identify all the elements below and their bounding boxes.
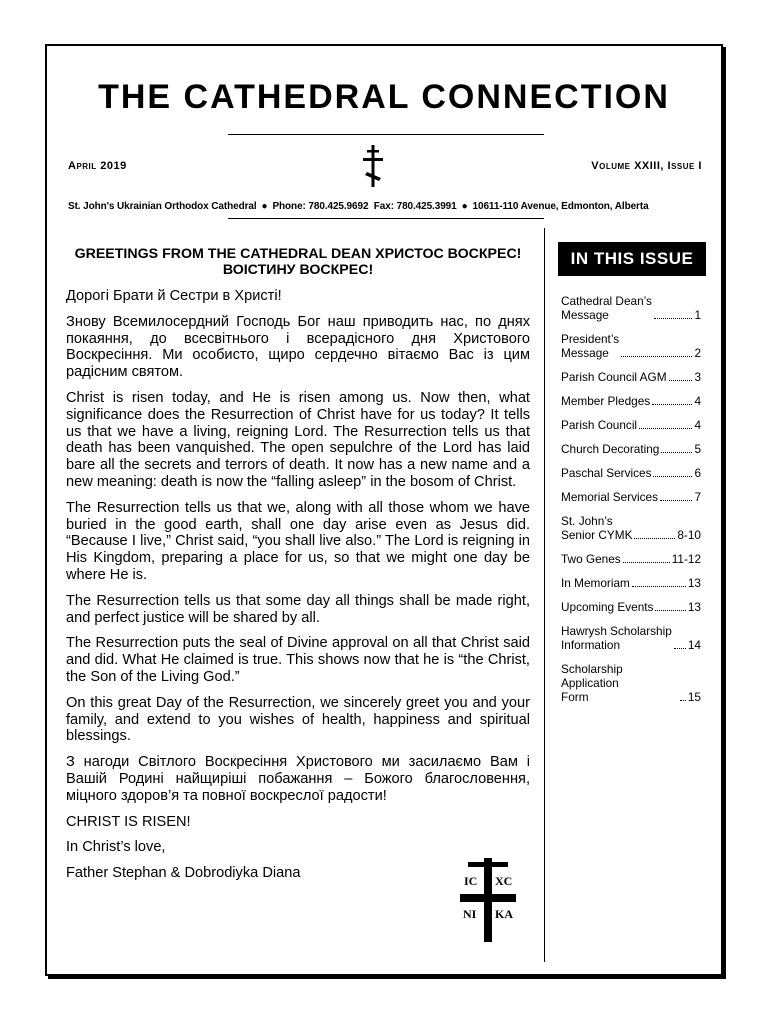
article-paragraph: The Resurrection tells us that we, along with all those whom we have buried in the good earth, shall one day arise even as Jesus did. “Because I live,” Christ said, “you shall live also.” The Lord is reigning in His Kingdom, preparing a place for us, so that we might one day be where He is. bbox=[66, 499, 530, 583]
toc-label: Church Decorating bbox=[561, 442, 660, 456]
toc-label: Memorial Services bbox=[561, 490, 659, 504]
article-paragraph: On this great Day of the Resurrection, we sincerely greet you and your family, and extend to you wishes of health, happiness and spiritual blessings. bbox=[66, 694, 530, 745]
toc-item[interactable] bbox=[561, 394, 701, 408]
toc-item[interactable] bbox=[561, 370, 701, 384]
dot-leader bbox=[632, 586, 686, 587]
dot-leader bbox=[621, 356, 692, 357]
toc-label: Paschal Services bbox=[561, 466, 652, 480]
article-paragraph: The Resurrection puts the seal of Divine approval on all that Christ said and did. What He claimed is true. This shows now that he is “the Christ, the Son of the Living God.” bbox=[66, 635, 530, 685]
toc-page: 2 bbox=[694, 346, 701, 360]
toc-page: 14 bbox=[687, 638, 701, 652]
toc-page: 4 bbox=[694, 418, 701, 432]
article-paragraph: Christ is risen today, and He is risen among us. Now then, what significance does the Resurrection of Christ have for us today? It tells us that we have a living, reigning Lord. The Resurrection tells us that death has been vanquished. The open sepulchre of the Lord has laid bare all the secrets and terrors of death. It now has a new name and a new meaning: death is now the “falling asleep” in the bosom of Christ. bbox=[66, 389, 530, 490]
in-this-issue-heading: IN THIS ISSUE bbox=[558, 242, 706, 276]
article-paragraph: З нагоди Світлого Воскресіння Христового ми засилаємо Вам і Вашій Родині найщиріші побажання – Божого благословення, міцного здоров’я та повної воскреслої радости! bbox=[66, 754, 530, 804]
toc-label: Scholarship Application Form bbox=[561, 662, 623, 704]
toc-item[interactable] bbox=[561, 552, 701, 566]
toc-label: Member Pledges bbox=[561, 394, 651, 408]
article-signature: Father Stephan & Dobrodiyka Diana bbox=[66, 865, 301, 882]
toc-label: Two Genes bbox=[561, 552, 621, 566]
toc-item[interactable] bbox=[561, 442, 701, 456]
toc-page: 1 bbox=[694, 308, 701, 322]
article-paragraph: The Resurrection tells us that some day all things shall be made right, and perfect justice will be shared by all. bbox=[66, 592, 530, 626]
icon-letters-ni: NI bbox=[463, 907, 477, 921]
toc-page: 13 bbox=[687, 600, 701, 614]
article-paragraph: Знову Всемилосердний Господь Бог наш приводить нас, по днях покаяння, до всесвітнього і всерадісного дня Христового Воскресіння. Ми особисто, щиро сердечно вітаємо Вас із цим радісним святом. bbox=[66, 313, 530, 381]
toc-label: Upcoming Events bbox=[561, 600, 654, 614]
toc-item[interactable] bbox=[561, 600, 701, 614]
issue-volume: Volume XXIII, Issue I bbox=[591, 160, 702, 172]
dot-leader bbox=[661, 452, 692, 453]
toc-item[interactable] bbox=[561, 294, 701, 322]
dot-leader bbox=[660, 500, 692, 501]
newsletter-title: THE CATHEDRAL CONNECTION bbox=[98, 78, 670, 116]
article-heading: GREETINGS FROM THE CATHEDRAL DEAN ХРИСТОС ВОСКРЕС! ВОІСТИНУ ВОСКРЕС! bbox=[74, 246, 522, 278]
issue-date: April 2019 bbox=[68, 160, 127, 172]
column-divider bbox=[544, 228, 545, 962]
bullet-icon: ● bbox=[261, 201, 268, 212]
toc-page: 6 bbox=[694, 466, 701, 480]
dean-message-article bbox=[66, 246, 530, 891]
dot-leader bbox=[674, 648, 686, 649]
icon-letters-xc: XC bbox=[495, 874, 513, 888]
toc-label: Parish Council bbox=[561, 418, 638, 432]
toc-item[interactable] bbox=[561, 662, 701, 704]
article-closing: In Christ’s love, bbox=[66, 839, 166, 856]
toc-item[interactable] bbox=[561, 514, 701, 542]
toc-page: 3 bbox=[694, 370, 701, 384]
dot-leader bbox=[652, 404, 692, 405]
street-address: 10611-110 Avenue, Edmonton, Alberta bbox=[472, 201, 649, 212]
toc-page: 4 bbox=[694, 394, 701, 408]
dot-leader bbox=[680, 700, 686, 701]
icon-letters-ic: IC bbox=[464, 874, 478, 888]
ic-xc-nika-cross-icon bbox=[458, 858, 518, 942]
title-divider bbox=[228, 134, 544, 135]
fax-number: Fax: 780.425.3991 bbox=[373, 201, 457, 212]
address-line bbox=[68, 201, 702, 212]
toc-item[interactable] bbox=[561, 624, 701, 652]
toc-label: Cathedral Dean’s Message bbox=[561, 294, 652, 322]
phone-number: Phone: 780.425.9692 bbox=[272, 201, 369, 212]
orthodox-cross-icon bbox=[362, 144, 384, 188]
toc-page: 11-12 bbox=[671, 552, 701, 566]
toc-item[interactable] bbox=[561, 332, 701, 360]
dot-leader bbox=[653, 476, 692, 477]
toc-page: 7 bbox=[694, 490, 701, 504]
toc-page: 8-10 bbox=[677, 528, 701, 542]
toc-item[interactable] bbox=[561, 466, 701, 480]
toc-page: 13 bbox=[687, 576, 701, 590]
dot-leader bbox=[623, 562, 670, 563]
article-closing: CHRIST IS RISEN! bbox=[66, 813, 191, 830]
dot-leader bbox=[655, 610, 685, 611]
bullet-icon: ● bbox=[461, 201, 468, 212]
toc-label: St. John’s Senior CYMK bbox=[561, 514, 633, 542]
dot-leader bbox=[634, 538, 675, 539]
article-paragraph: Дорогі Брати й Сестри в Христі! bbox=[66, 288, 282, 304]
toc-item[interactable] bbox=[561, 418, 701, 432]
toc-page: 15 bbox=[687, 690, 701, 704]
toc-label: Hawrysh Scholarship Information bbox=[561, 624, 672, 652]
toc-item[interactable] bbox=[561, 490, 701, 504]
toc-label: In Memoriam bbox=[561, 576, 630, 590]
parish-name: St. John's Ukrainian Orthodox Cathedral bbox=[68, 201, 257, 212]
toc-label: President’s Message bbox=[561, 332, 620, 360]
dot-leader bbox=[669, 380, 693, 381]
toc-page: 5 bbox=[694, 442, 701, 456]
dot-leader bbox=[654, 318, 693, 319]
toc-label: Parish Council AGM bbox=[561, 370, 667, 384]
icon-letters-ka: KA bbox=[495, 907, 513, 921]
header-divider bbox=[228, 218, 544, 219]
toc-item[interactable] bbox=[561, 576, 701, 590]
dot-leader bbox=[639, 428, 692, 429]
table-of-contents bbox=[561, 294, 701, 714]
